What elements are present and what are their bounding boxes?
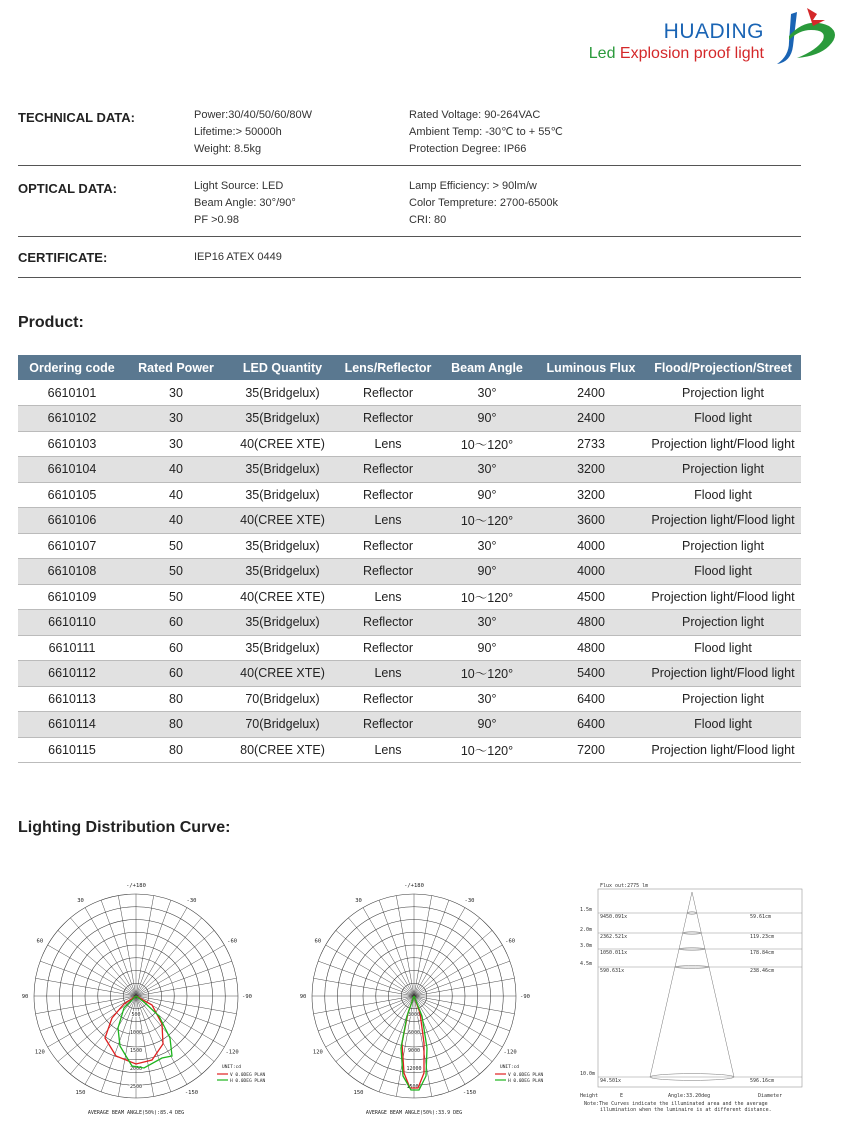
table-cell: 35(Bridgelux) [226,610,339,636]
table-cell: 40(CREE XTE) [226,584,339,610]
polar-radial-label: 12000 [406,1066,422,1072]
table-cell: Projection light [645,610,801,636]
table-cell: 40(CREE XTE) [226,661,339,687]
table-cell: 35(Bridgelux) [226,457,339,483]
table-cell: Lens [339,431,437,457]
spec-label: CERTIFICATE: [18,250,108,265]
table-cell: 6610101 [18,380,126,406]
table-cell: Lens [339,661,437,687]
table-cell: 35(Bridgelux) [226,406,339,432]
table-cell: 4000 [537,533,645,559]
spec-value: Lamp Efficiency: > 90lm/w [409,180,537,192]
table-row [18,712,801,738]
table-cell: 80 [126,712,226,738]
column-header: Luminous Flux [537,355,645,380]
table-cell: Flood light [645,406,801,432]
spec-value: CRI: 80 [409,214,447,226]
table-cell: 2400 [537,406,645,432]
column-header: Ordering code [18,355,126,380]
table-cell: 10～120° [437,508,537,534]
table-cell: Projection light/Flood light [645,584,801,610]
table-cell: 90° [437,712,537,738]
brand-tag-led: Led [588,45,616,62]
column-header: LED Quantity [226,355,339,380]
spec-label: TECHNICAL DATA: [18,110,135,125]
brand-header [589,20,764,64]
table-cell: 40 [126,457,226,483]
table-row [18,584,801,610]
cone-edge-right [692,892,734,1077]
table-cell: 30 [126,406,226,432]
table-cell: Reflector [339,533,437,559]
spec-value: IEP16 ATEX 0449 [194,251,282,263]
cone-diameter-label: 119.23cm [750,934,775,940]
table-cell: 50 [126,533,226,559]
table-cell: 4800 [537,635,645,661]
table-cell: 6610104 [18,457,126,483]
polar-angle-label: -120 [225,1049,239,1056]
polar-angle-label: 120 [34,1049,45,1056]
table-cell: 40(CREE XTE) [226,431,339,457]
spec-value: Weight: 8.5kg [194,143,262,155]
table-cell: Flood light [645,559,801,585]
table-cell: 6610113 [18,686,126,712]
product-title: Product: [18,314,84,331]
cone-edge-left [650,892,692,1077]
spec-col-2 [409,107,563,158]
brand-tag-rest: Explosion proof light [615,45,764,62]
table-cell: 10～120° [437,431,537,457]
cone-diameter-label: 59.61cm [750,914,772,920]
red-curve-v-plane [402,996,424,1088]
table-cell: 80(CREE XTE) [226,737,339,763]
table-cell: Reflector [339,406,437,432]
polar-radial-label: 6000 [407,1030,421,1036]
huading-logo-icon [767,6,845,68]
table-row [18,610,801,636]
table-cell: 5400 [537,661,645,687]
legend-label-h: H 0.0DEG PLAN [230,1079,266,1084]
table-cell: Lens [339,737,437,763]
table-cell: 50 [126,559,226,585]
table-cell: 90° [437,482,537,508]
polar-angle-label: 60 [36,938,44,945]
polar-angle-label: -60 [227,938,238,945]
table-cell: 7200 [537,737,645,763]
polar-angle-label: 150 [75,1090,86,1097]
brand-name: HUADING [663,20,764,43]
table-cell: 60 [126,661,226,687]
lighting-title: Lighting Distribution Curve: [18,819,231,836]
cone-lux-label: 590.631x [600,968,625,974]
spec-value: Power:30/40/50/60/80W [194,109,313,121]
cone-lux-label: 9450.091x [600,914,628,920]
table-cell: Flood light [645,635,801,661]
polar-angle-label: 30 [77,897,84,904]
spec-col-1 [194,107,312,158]
table-cell: 3600 [537,508,645,534]
table-cell: 10～120° [437,737,537,763]
table-cell: 6400 [537,686,645,712]
cone-diameter-label: 238.46cm [750,968,775,974]
table-cell: Reflector [339,482,437,508]
table-cell: 6610109 [18,584,126,610]
polar-angle-label: 90 [299,994,307,1000]
spec-col-1 [194,178,296,229]
table-cell: Reflector [339,635,437,661]
cone-frame [598,889,802,1087]
table-cell: Reflector [339,559,437,585]
spec-col-2 [409,178,558,229]
table-cell: 90° [437,635,537,661]
table-cell: Reflector [339,712,437,738]
table-cell: 4000 [537,559,645,585]
table-cell: 6610112 [18,661,126,687]
spec-col-1 [194,249,282,266]
polar-radial-label: 2500 [129,1084,143,1090]
table-row [18,737,801,763]
polar-angle-label: -150 [462,1090,477,1097]
table-cell: 35(Bridgelux) [226,482,339,508]
table-cell: 35(Bridgelux) [226,380,339,406]
spec-value: Rated Voltage: 90-264VAC [409,109,541,121]
polar-radial-label: 1000 [129,1030,143,1036]
table-cell: 30° [437,457,537,483]
polar-unit-label: UNIT:cd [500,1065,519,1070]
legend-label-v: V 0.0DEG PLAN [230,1073,266,1078]
table-cell: 6610111 [18,635,126,661]
polar-angle-label: -30 [186,897,197,904]
table-cell: 6400 [537,712,645,738]
product-table [18,355,801,763]
table-cell: Projection light [645,380,801,406]
table-cell: 35(Bridgelux) [226,533,339,559]
polar-angle-label: -30 [464,897,475,904]
table-row [18,635,801,661]
spec-value: PF >0.98 [194,214,239,226]
cone-note-line-2: illumination when the luminaire is at different distance. [600,1107,772,1113]
polar-angle-label: -/+180 [126,883,146,889]
cone-footer-angle: Angle:33.20deg [668,1093,711,1099]
table-cell: 40 [126,508,226,534]
table-cell: Lens [339,508,437,534]
cone-footer-e: E [620,1093,624,1099]
cone-height-label: 1.5m [580,907,593,913]
polar-angle-label: -90 [242,994,252,1000]
spec-technical [18,100,801,166]
table-row [18,533,801,559]
table-body [18,380,801,763]
table-row [18,508,801,534]
table-cell: 6610106 [18,508,126,534]
cone-note-line-1: Note:The Curves indicate the illuminated area and the average [584,1101,768,1107]
polar-angle-label: 120 [312,1049,323,1056]
table-cell: Projection light/Flood light [645,508,801,534]
legend-label-h: H 0.0DEG PLAN [508,1079,544,1084]
table-cell: 6610107 [18,533,126,559]
cone-footer-height: Height [580,1093,599,1099]
spec-optical [18,166,801,237]
cone-lux-label: 94.501x [600,1078,622,1084]
polar-radial-label: 1500 [129,1048,143,1054]
spec-label: OPTICAL DATA: [18,181,117,196]
polar-angle-label: -60 [505,938,516,945]
table-header-row [18,355,801,380]
table-cell: 35(Bridgelux) [226,635,339,661]
table-row [18,431,801,457]
table-cell: Reflector [339,610,437,636]
table-cell: 6610102 [18,406,126,432]
polar-angle-label: -120 [503,1049,517,1056]
brand-tagline [589,44,764,64]
table-cell: 30° [437,610,537,636]
polar-curve-chart-1 [12,878,282,1118]
table-cell: 40(CREE XTE) [226,508,339,534]
table-cell: 6610115 [18,737,126,763]
column-header: Flood/Projection/Street [645,355,801,380]
polar-radial-label: 2000 [129,1066,143,1072]
table-cell: 6610108 [18,559,126,585]
spec-value: Light Source: LED [194,180,284,192]
polar-radial-label: 3000 [407,1012,421,1018]
polar-radial-label: 9000 [407,1048,421,1054]
table-cell: Projection light/Flood light [645,431,801,457]
table-cell: Projection light [645,686,801,712]
spec-value: Protection Degree: IP66 [409,143,527,155]
cone-diameter-label: 178.84cm [750,950,775,956]
table-cell: 90° [437,406,537,432]
table-cell: 6610103 [18,431,126,457]
column-header: Rated Power [126,355,226,380]
table-cell: 80 [126,686,226,712]
table-cell: 60 [126,635,226,661]
table-cell: 3200 [537,482,645,508]
cone-height-label: 2.0m [580,927,593,933]
table-cell: 6610110 [18,610,126,636]
table-cell: 35(Bridgelux) [226,559,339,585]
table-cell: 6610114 [18,712,126,738]
cone-footer-diameter: Diameter [758,1093,783,1099]
table-cell: 6610105 [18,482,126,508]
illuminance-cone-chart [580,880,805,1117]
table-cell: Projection light/Flood light [645,737,801,763]
table-cell: 50 [126,584,226,610]
table-cell: 30° [437,380,537,406]
polar-angle-label: 30 [355,897,362,904]
polar-angle-label: -150 [184,1090,199,1097]
table-row [18,686,801,712]
cone-height-label: 10.0m [580,1071,596,1077]
polar-radial-label: 500 [131,1012,141,1018]
table-cell: 10～120° [437,661,537,687]
cone-lux-label: 1050.011x [600,950,628,956]
cone-flux-label: Flux out:2775 lm [600,883,649,889]
polar-angle-label: 150 [353,1090,364,1097]
table-cell: 30 [126,380,226,406]
beam-angle-label: AVERAGE BEAM ANGLE(50%):33.9 DEG [365,1110,463,1116]
legend-label-v: V 0.0DEG PLAN [508,1073,544,1078]
table-cell: Lens [339,584,437,610]
table-cell: Projection light [645,457,801,483]
table-cell: Projection light/Flood light [645,661,801,687]
table-cell: 30° [437,533,537,559]
table-cell: 4800 [537,610,645,636]
table-cell: 3200 [537,457,645,483]
column-header: Beam Angle [437,355,537,380]
spec-value: Lifetime:> 50000h [194,126,282,138]
polar-angle-label: -/+180 [404,883,424,889]
polar-curve-chart-2 [290,878,560,1118]
polar-radial-label: 15000 [406,1084,422,1090]
table-cell: Flood light [645,482,801,508]
table-cell: Reflector [339,686,437,712]
table-cell: 70(Bridgelux) [226,686,339,712]
polar-angle-label: 60 [314,938,322,945]
table-cell: 10～120° [437,584,537,610]
table-cell: 80 [126,737,226,763]
table-cell: 70(Bridgelux) [226,712,339,738]
table-cell: 60 [126,610,226,636]
polar-unit-label: UNIT:cd [222,1065,241,1070]
table-row [18,482,801,508]
table-cell: 2400 [537,380,645,406]
table-cell: Projection light [645,533,801,559]
table-cell: 40 [126,482,226,508]
spec-value: Ambient Temp: -30℃ to + 55℃ [409,126,563,138]
table-row [18,661,801,687]
table-row [18,559,801,585]
polar-angle-label: 90 [21,994,29,1000]
table-row [18,380,801,406]
cone-diameter-label: 596.16cm [750,1078,775,1084]
column-header: Lens/Reflector [339,355,437,380]
spec-value: Color Tempreture: 2700-6500k [409,197,558,209]
table-cell: 30 [126,431,226,457]
beam-angle-label: AVERAGE BEAM ANGLE(50%):85.4 DEG [87,1110,185,1116]
table-row [18,406,801,432]
table-cell: 30° [437,686,537,712]
table-cell: 90° [437,559,537,585]
table-cell: Reflector [339,380,437,406]
table-cell: 2733 [537,431,645,457]
cone-lux-label: 2362.521x [600,934,628,940]
spec-value: Beam Angle: 30°/90° [194,197,296,209]
table-row [18,457,801,483]
table-cell: 4500 [537,584,645,610]
table-cell: Flood light [645,712,801,738]
spec-certificate [18,237,801,278]
cone-height-label: 4.5m [580,961,593,967]
table-cell: Reflector [339,457,437,483]
cone-height-label: 3.0m [580,943,593,949]
polar-angle-label: -90 [520,994,530,1000]
